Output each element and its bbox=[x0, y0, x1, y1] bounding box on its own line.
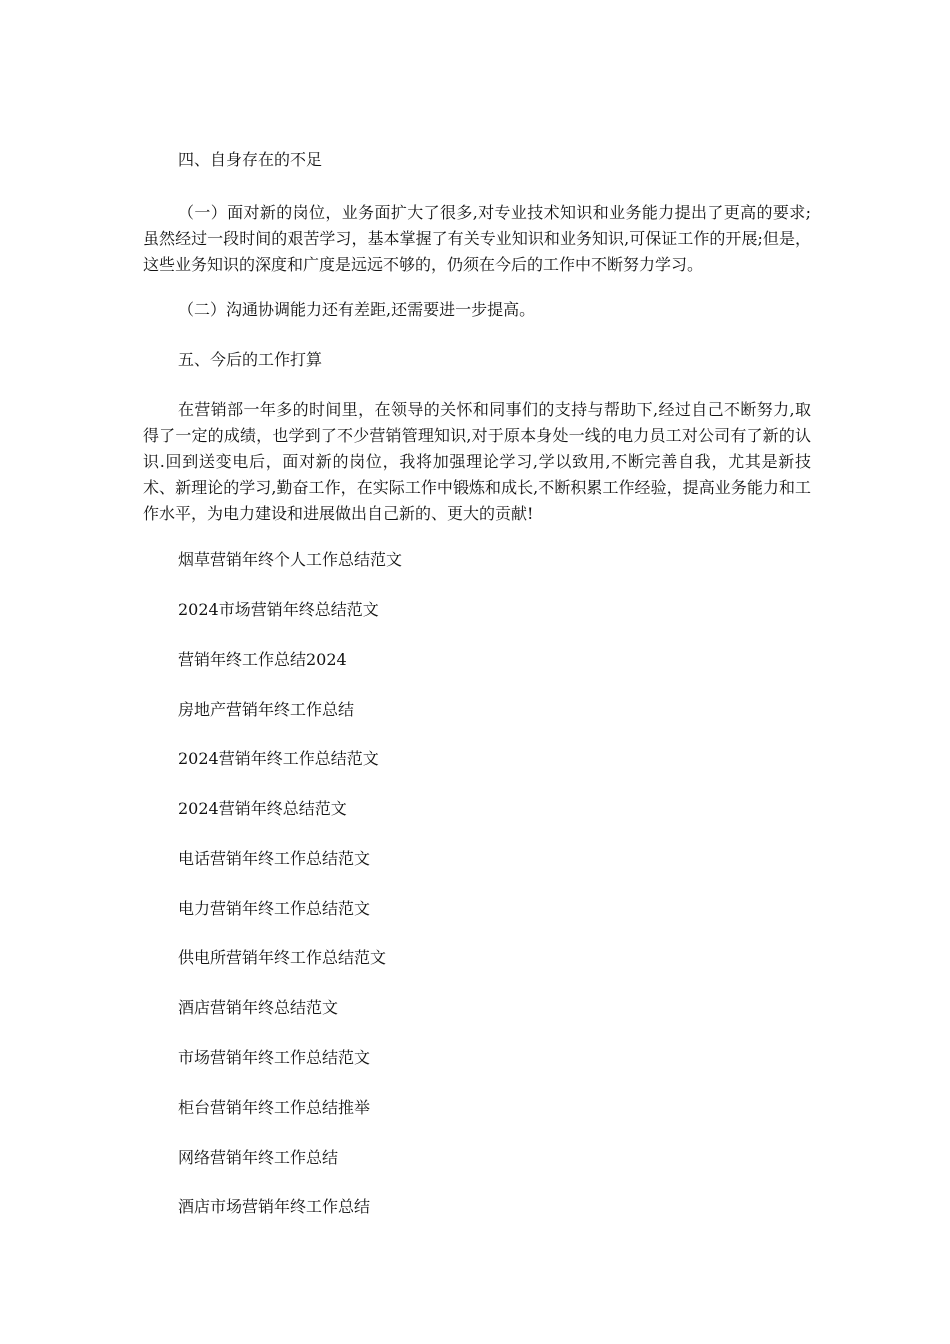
related-link-item[interactable]: 供电所营销年终工作总结范文 bbox=[178, 948, 387, 967]
paragraph-shortcoming-2: （二）沟通协调能力还有差距,还需要进一步提高。 bbox=[178, 300, 536, 319]
related-link-item[interactable]: 2024营销年终工作总结范文 bbox=[178, 749, 379, 768]
related-link-item[interactable]: 2024营销年终总结范文 bbox=[178, 799, 347, 818]
related-link-item[interactable]: 电话营销年终工作总结范文 bbox=[178, 849, 371, 868]
related-link-item[interactable]: 市场营销年终工作总结范文 bbox=[178, 1048, 371, 1067]
section-heading-future-plans: 五、今后的工作打算 bbox=[178, 350, 323, 369]
related-link-item[interactable]: 烟草营销年终个人工作总结范文 bbox=[178, 550, 403, 569]
related-link-item[interactable]: 网络营销年终工作总结 bbox=[178, 1148, 339, 1167]
section-heading-shortcomings: 四、自身存在的不足 bbox=[178, 150, 323, 169]
paragraph-future-plans: 在营销部一年多的时间里，在领导的关怀和同事们的支持与帮助下,经过自己不断努力,取得了一定的成绩，也学到了不少营销管理知识,对于原本身处一线的电力员工对公司有了新的认识.回到送变电后，面对新的岗位，我将加强理论学习,学以致用,不断完善自我，尤其是新技术、新理论的学习,勤奋工作，在实际工作中锻炼和成长,不断积累工作经验，提高业务能力和工作水平，为电力建设和进展做出自己新的、更大的贡献! bbox=[143, 400, 811, 523]
related-link-item[interactable]: 酒店营销年终总结范文 bbox=[178, 998, 339, 1017]
related-link-item[interactable]: 2024市场营销年终总结范文 bbox=[178, 600, 379, 619]
related-link-item[interactable]: 柜台营销年终工作总结推举 bbox=[178, 1098, 371, 1117]
paragraph-shortcoming-1: （一）面对新的岗位，业务面扩大了很多,对专业技术知识和业务能力提出了更高的要求;虽然经过一段时间的艰苦学习，基本掌握了有关专业知识和业务知识,可保证工作的开展;但是，这些业务知识的深度和广度是远远不够的，仍须在今后的工作中不断努力学习。 bbox=[143, 203, 811, 274]
related-link-item[interactable]: 房地产营销年终工作总结 bbox=[178, 700, 355, 719]
related-link-item[interactable]: 营销年终工作总结2024 bbox=[178, 650, 347, 669]
related-link-item[interactable]: 电力营销年终工作总结范文 bbox=[178, 899, 371, 918]
related-link-item[interactable]: 酒店市场营销年终工作总结 bbox=[178, 1197, 371, 1216]
